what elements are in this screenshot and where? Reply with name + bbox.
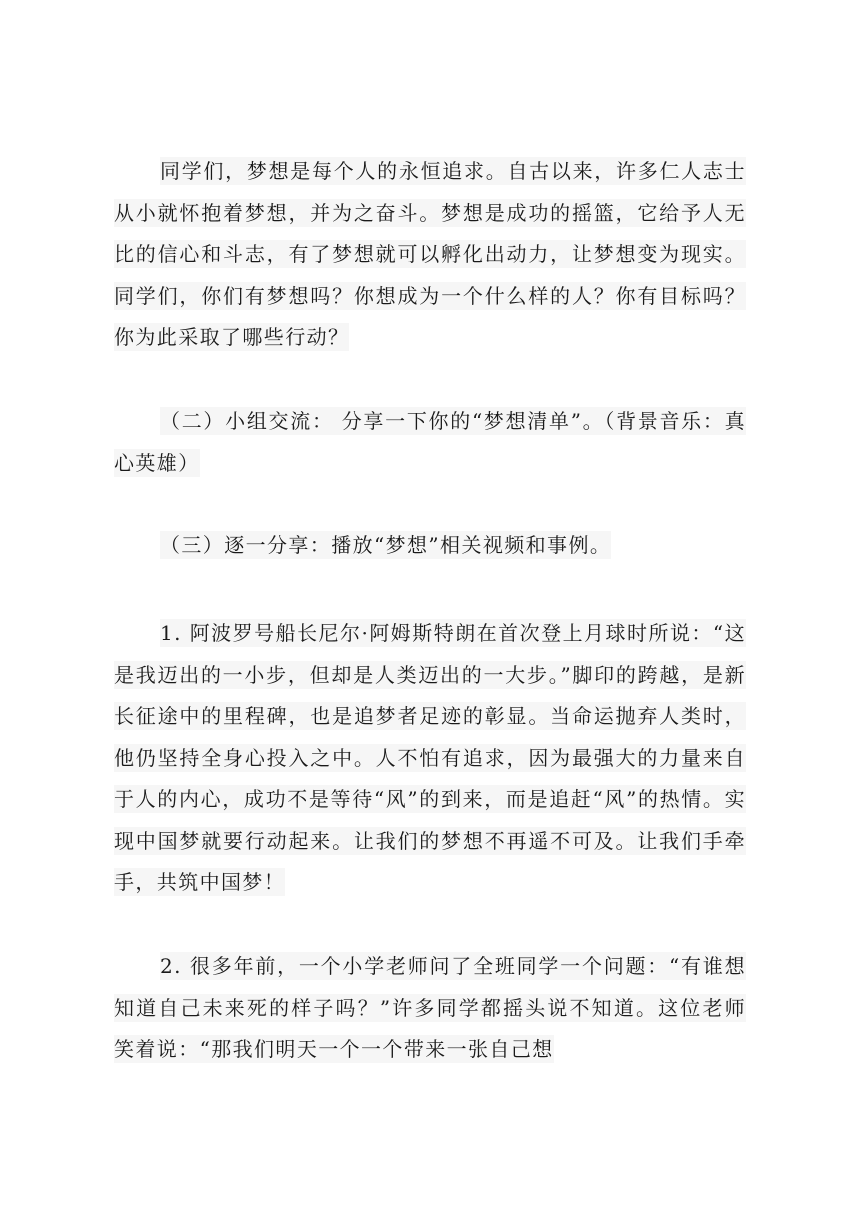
paragraph-intro — [114, 151, 746, 359]
paragraph-text: 同学们，梦想是每个人的永恒追求。自古以来，许多仁人志士从小就怀抱着梦想，并为之奋斗。梦想是成功的摇篮，它给予人无比的信心和斗志，有了梦想就可以孵化出动力，让梦想变为现实。同学们，你们有梦想吗？你想成为一个什么样的人？你有目标吗？你为此采取了哪些行动？ — [114, 159, 746, 349]
paragraph-group-discussion — [114, 401, 746, 484]
paragraph-example-2 — [114, 946, 746, 1071]
paragraph-text: （三）逐一分享：播放“梦想”相关视频和事例。 — [160, 533, 612, 557]
paragraph-text: 1. 阿波罗号船长尼尔·阿姆斯特朗在首次登上月球时所说：“这是我迈出的一小步，但却是人类迈出的一大步。”脚印的跨越，是新长征途中的里程碑，也是追梦者足迹的彰显。当命运抛弃人类时，他仍坚持全身心投入之中。人不怕有追求，因为最强大的力量来自于人的内心，成功不是等待“风”的到来，而是追赶“风”的热情。实现中国梦就要行动起来。让我们的梦想不再遥不可及。让我们手牵手，共筑中国梦！ — [114, 621, 746, 894]
paragraph-text: 2. 很多年前，一个小学老师问了全班同学一个问题：“有谁想知道自己未来死的样子吗？”许多同学都摇头说不知道。这位老师笑着说：“那我们明天一个一个带来一张自己想 — [114, 954, 746, 1061]
paragraph-sharing — [114, 525, 746, 567]
paragraph-example-1 — [114, 613, 746, 904]
paragraph-text: （二）小组交流： 分享一下你的“梦想清单”。（背景音乐：真心英雄） — [114, 409, 746, 475]
